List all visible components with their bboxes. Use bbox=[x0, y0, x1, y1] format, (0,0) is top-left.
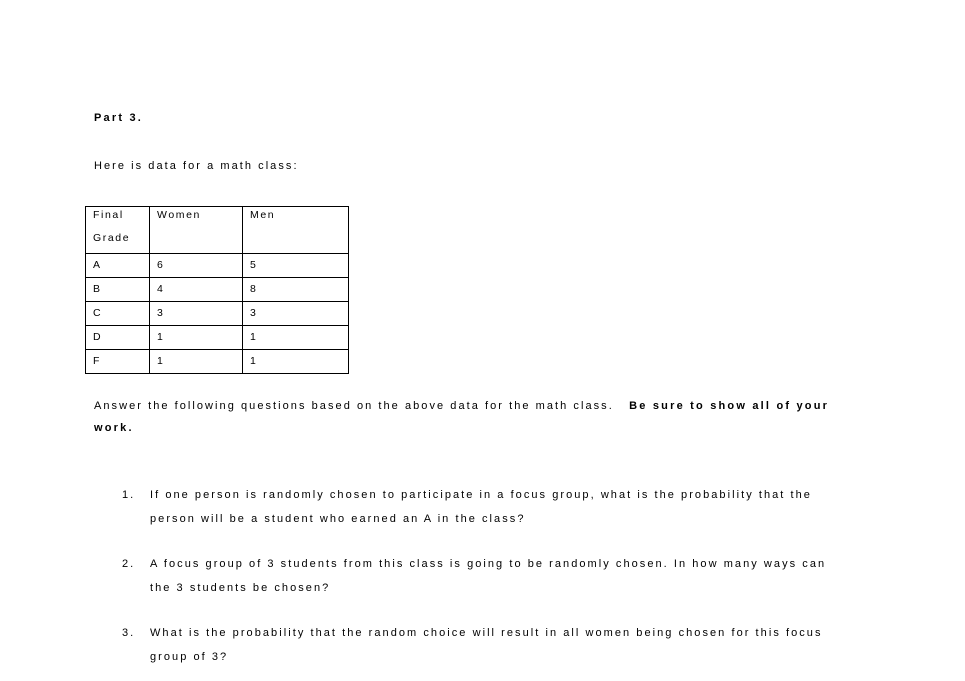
question-number: 3. bbox=[122, 627, 136, 639]
cell-grade: A bbox=[86, 254, 150, 278]
cell-women: 4 bbox=[150, 278, 243, 302]
cell-grade: D bbox=[86, 326, 150, 350]
grades-table bbox=[85, 206, 349, 374]
intro-text: Here is data for a math class: bbox=[94, 160, 299, 172]
cell-women: 1 bbox=[150, 350, 243, 374]
cell-women: 3 bbox=[150, 302, 243, 326]
instructions-text: Answer the following questions based on the above data for the math class. bbox=[94, 400, 614, 412]
table-row bbox=[86, 350, 349, 374]
question-text: If one person is randomly chosen to participate in a focus group, what is the probability that the person will be a student who earned an A in the class? bbox=[150, 489, 812, 525]
header-grade-label: Grade bbox=[93, 232, 131, 244]
header-final-grade bbox=[86, 207, 150, 254]
cell-men: 5 bbox=[243, 254, 349, 278]
cell-men: 8 bbox=[243, 278, 349, 302]
header-women bbox=[150, 207, 243, 254]
question-text: What is the probability that the random choice will result in all women being chosen for this focus group of 3? bbox=[150, 627, 823, 663]
table-row bbox=[86, 254, 349, 278]
cell-women: 6 bbox=[150, 254, 243, 278]
instructions-bold-text: Be sure to show all of your work. bbox=[94, 400, 830, 434]
question-text: A focus group of 3 students from this class is going to be randomly chosen. In how many ways can the 3 students be chosen? bbox=[150, 558, 827, 594]
table-row bbox=[86, 278, 349, 302]
cell-grade: B bbox=[86, 278, 150, 302]
part-title: Part 3. bbox=[94, 112, 144, 124]
table-row bbox=[86, 326, 349, 350]
header-final-label: Final bbox=[93, 209, 124, 221]
table-row bbox=[86, 302, 349, 326]
header-men bbox=[243, 207, 349, 254]
question-number: 2. bbox=[122, 558, 136, 570]
header-women-label: Women bbox=[157, 209, 201, 221]
cell-grade: F bbox=[86, 350, 150, 374]
question-number: 1. bbox=[122, 489, 136, 501]
table-header-row bbox=[86, 207, 349, 254]
instructions-paragraph bbox=[94, 395, 854, 439]
header-men-label: Men bbox=[250, 209, 276, 221]
cell-men: 1 bbox=[243, 350, 349, 374]
cell-women: 1 bbox=[150, 326, 243, 350]
cell-grade: C bbox=[86, 302, 150, 326]
cell-men: 1 bbox=[243, 326, 349, 350]
cell-men: 3 bbox=[243, 302, 349, 326]
